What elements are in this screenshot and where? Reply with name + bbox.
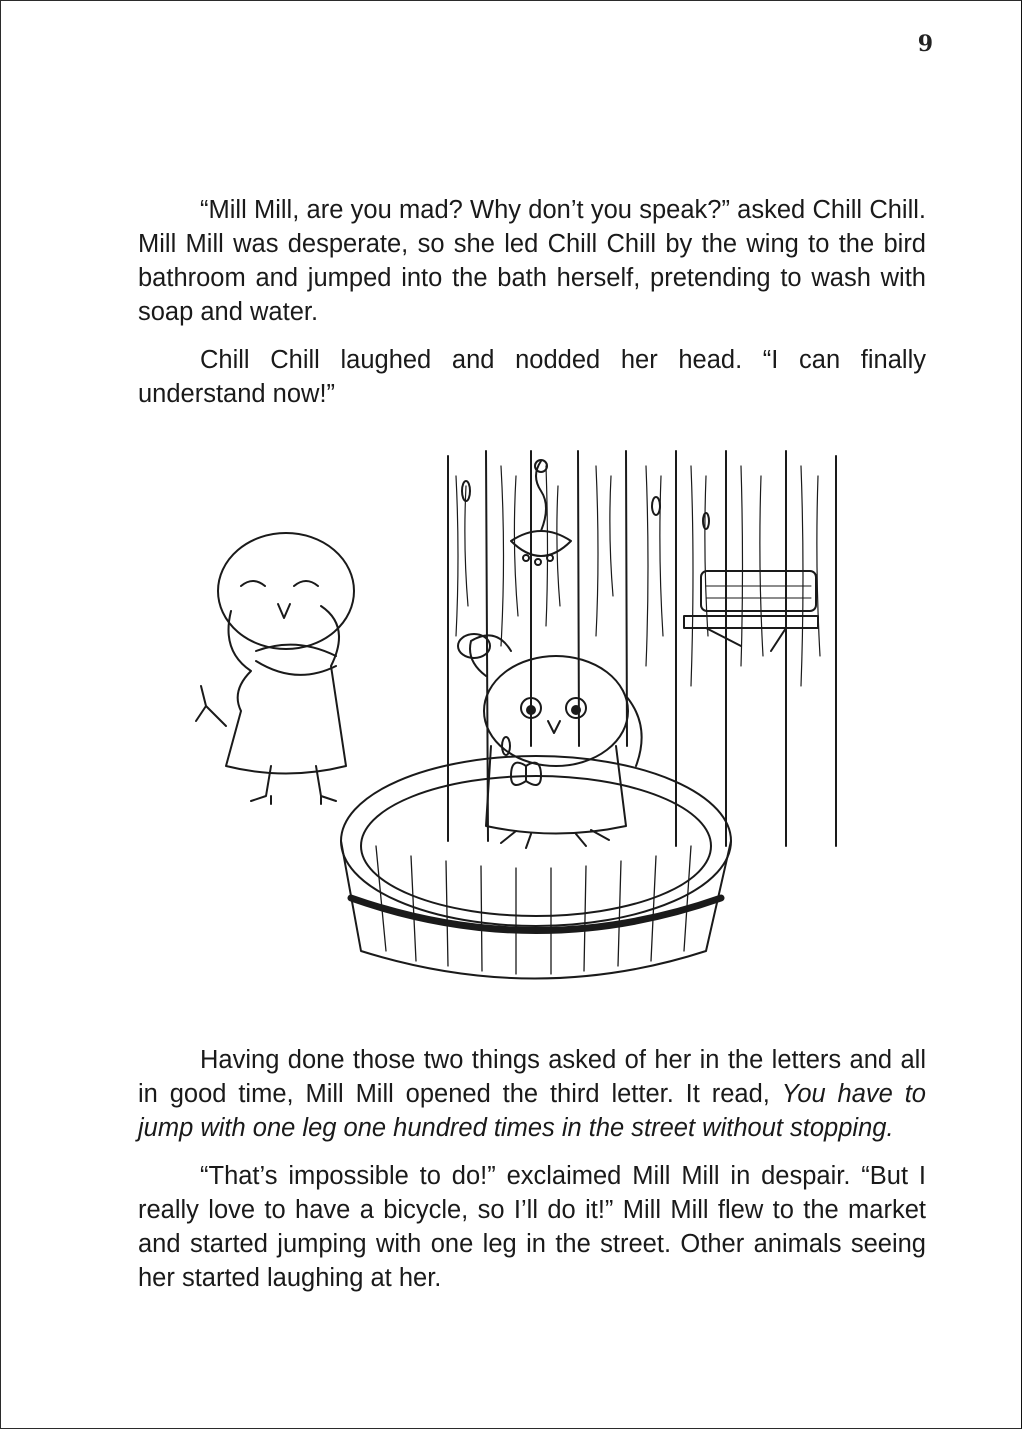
story-text-top [138, 193, 926, 425]
story-paragraph: “Mill Mill, are you mad? Why don’t you speak?” asked Chill Chill. Mill Mill was desperate, so she led Chill Chill by the wing to the bird bathroom and jumped into the bath herself, pretending to wash with soap and water. [138, 196, 926, 326]
hanging-flower [511, 460, 571, 565]
wooden-tub [341, 756, 731, 979]
owl-in-bath-illustration [186, 446, 856, 1011]
story-paragraph: “That’s impossible to do!” exclaimed Mill Mill in despair. “But I really love to have a bicycle, so I’ll do it!” Mill Mill flew to the market and started jumping with one leg in the street. Other animals seeing her started laughing at her. [138, 1162, 926, 1292]
story-paragraph-text: Having done those two things asked of her in the letters and all in good time, Mill Mill opened the third letter. It read, [138, 1046, 926, 1108]
story-paragraph [138, 1043, 926, 1145]
story-text-bottom [138, 1043, 926, 1309]
standing-owl [196, 533, 354, 804]
letter-instruction: You have to jump with one leg one hundred times in the street without stopping. [138, 1080, 926, 1142]
story-paragraph: Chill Chill laughed and nodded her head. “I can finally understand now!” [138, 346, 926, 408]
page-number: 9 [917, 31, 933, 57]
towel-shelf [684, 571, 818, 651]
wooden-wall [448, 451, 836, 846]
bathing-owl [458, 634, 642, 848]
